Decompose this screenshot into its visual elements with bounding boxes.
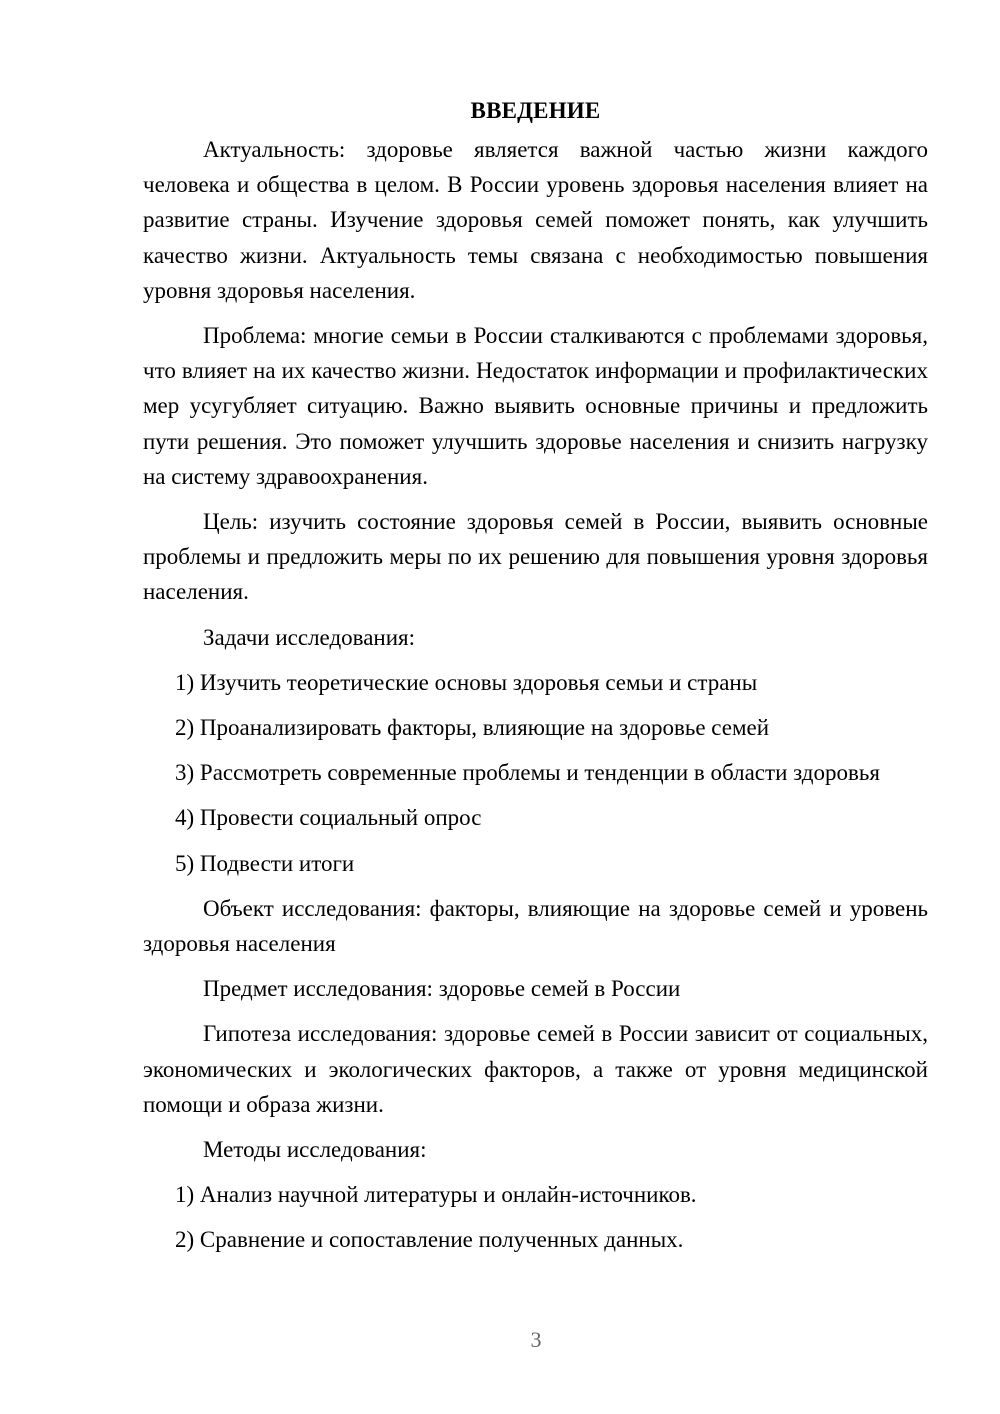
goal-paragraph: Цель: изучить состояние здоровья семей в России, выявить основные проблемы и предложить меры по их решению для повышения уровня здоровья населения. <box>143 509 928 605</box>
task-item-1: 1) Изучить теоретические основы здоровья семьи и страны <box>175 669 758 695</box>
tasks-title: Задачи исследования: <box>203 624 416 650</box>
problem-paragraph: Проблема: многие семьи в России сталкиваются с проблемами здоровья, что влияет на их качество жизни. Недостаток информации и профилактических мер усугубляет ситуацию. Важно выявить основные причины и предложить пути решения. Это поможет улучшить здоровье населения и снизить нагрузку на систему здравоохранения. <box>143 323 928 489</box>
page-content <box>143 94 928 1268</box>
task-item-5: 5) Подвести итоги <box>175 850 355 876</box>
method-item-2: 2) Сравнение и сопоставление полученных данных. <box>175 1227 684 1253</box>
task-item-2: 2) Проанализировать факторы, влияющие на здоровье семей <box>175 715 770 741</box>
method-item-1: 1) Анализ научной литературы и онлайн-источников. <box>175 1182 697 1208</box>
page-number: 3 <box>530 1327 542 1352</box>
methods-title: Методы исследования: <box>203 1137 427 1163</box>
page-title: ВВЕДЕНИЕ <box>470 98 601 123</box>
object-paragraph: Объект исследования: факторы, влияющие на здоровье семей и уровень здоровья населения <box>143 895 928 957</box>
task-item-4: 4) Провести социальный опрос <box>175 805 482 831</box>
hypothesis-paragraph: Гипотеза исследования: здоровье семей в России зависит от социальных, экономических и экологических факторов, а также от уровня медицинской помощи и образа жизни. <box>143 1021 928 1117</box>
task-item-3: 3) Рассмотреть современные проблемы и тенденции в области здоровья <box>175 760 880 786</box>
subject-paragraph: Предмет исследования: здоровье семей в России <box>203 976 681 1002</box>
relevance-paragraph: Актуальность: здоровье является важной частью жизни каждого человека и общества в целом. В России уровень здоровья населения влияет на развитие страны. Изучение здоровья семей поможет понять, как улучшить качество жизни. Актуальность темы связана с необходимостью повышения уровня здоровья населения. <box>143 137 928 303</box>
